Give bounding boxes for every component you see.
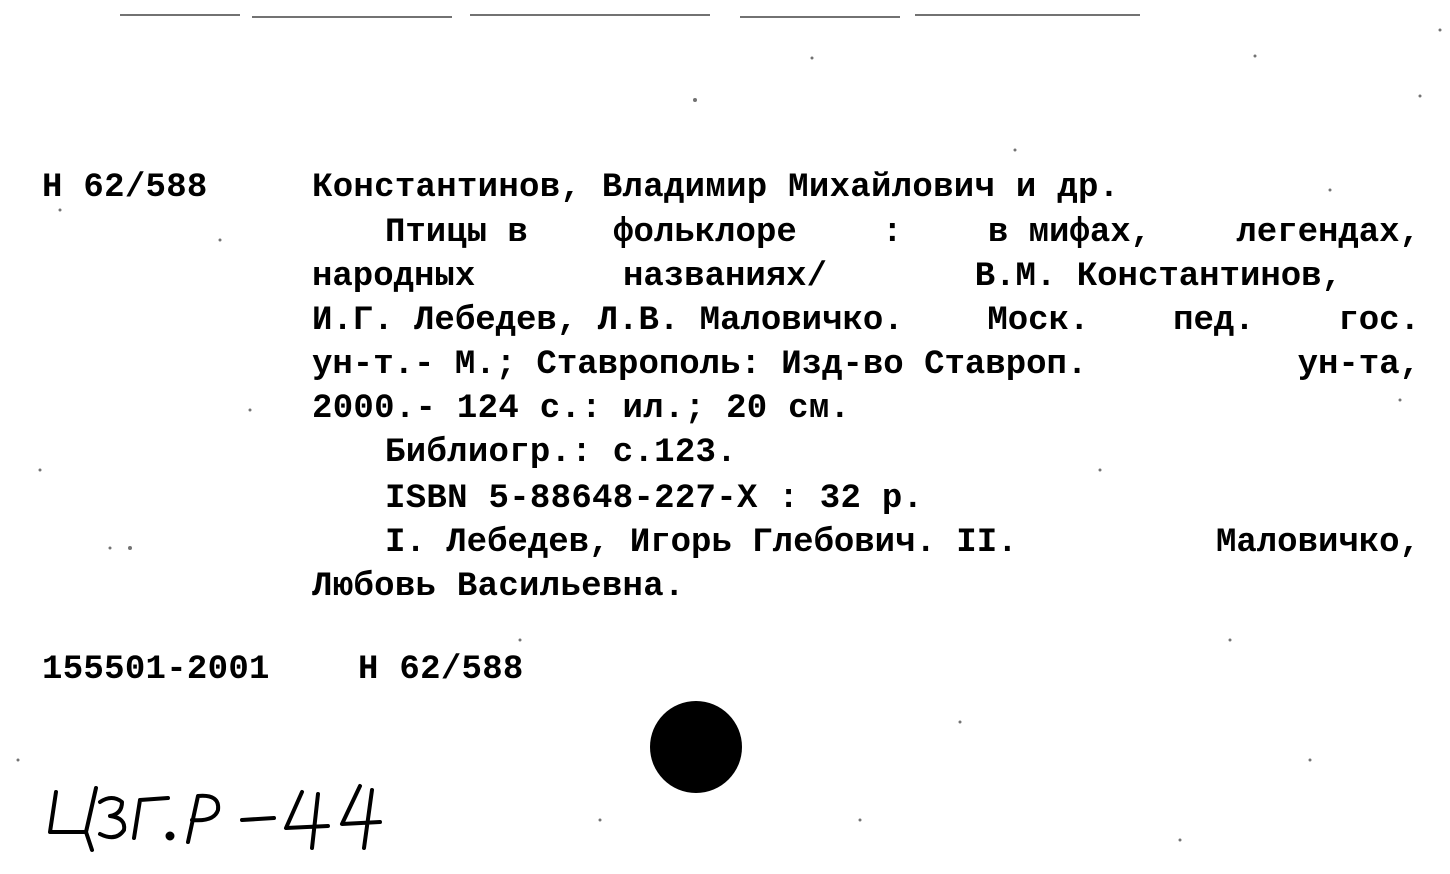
title-word: пед.: [1173, 302, 1255, 340]
title-word: И.Г. Лебедев, Л.В. Маловичко.: [312, 302, 904, 340]
title-word: ун-т.- М.; Ставрополь: Изд-во Ставроп.: [312, 346, 1088, 384]
handwritten-note: [42, 772, 382, 862]
title-word: фольклоре: [613, 214, 797, 252]
tracing-text: I. Лебедев, Игорь Глебович. II.: [385, 524, 1018, 562]
bibliography-note: Библиогр.: с.123.: [385, 434, 737, 472]
tracings-line-2: Любовь Васильевна.: [312, 568, 685, 606]
shelf-mark: Н 62/588: [42, 169, 208, 207]
title-word: В.М. Константинов,: [974, 258, 1342, 296]
title-word: гос.: [1338, 302, 1420, 340]
title-line-4: [312, 343, 1420, 387]
title-word: Птицы в: [385, 214, 528, 252]
title-word: названиях/: [622, 258, 827, 296]
title-line-3: [312, 299, 1420, 343]
tracing-text: Маловичко,: [1215, 524, 1420, 562]
title-line-2: [312, 255, 1342, 299]
title-word: ун-та,: [1297, 346, 1420, 384]
main-heading: Константинов, Владимир Михайлович и др.: [312, 169, 1120, 207]
punch-hole: [650, 701, 742, 793]
title-word: народных: [312, 258, 476, 296]
title-word: легендах,: [1236, 214, 1420, 252]
title-word: в мифах,: [987, 214, 1152, 252]
accession-number: 155501-2001: [42, 651, 270, 689]
title-word: :: [882, 214, 903, 252]
isbn-line: ISBN 5-88648-227-X : 32 р.: [385, 480, 924, 518]
shelf-mark-bottom: Н 62/588: [358, 651, 524, 689]
imprint-line: 2000.- 124 с.: ил.; 20 см.: [312, 390, 851, 428]
title-line-1: [385, 211, 1420, 255]
tracings-line-1: [385, 521, 1420, 565]
title-word: Моск.: [987, 302, 1090, 340]
